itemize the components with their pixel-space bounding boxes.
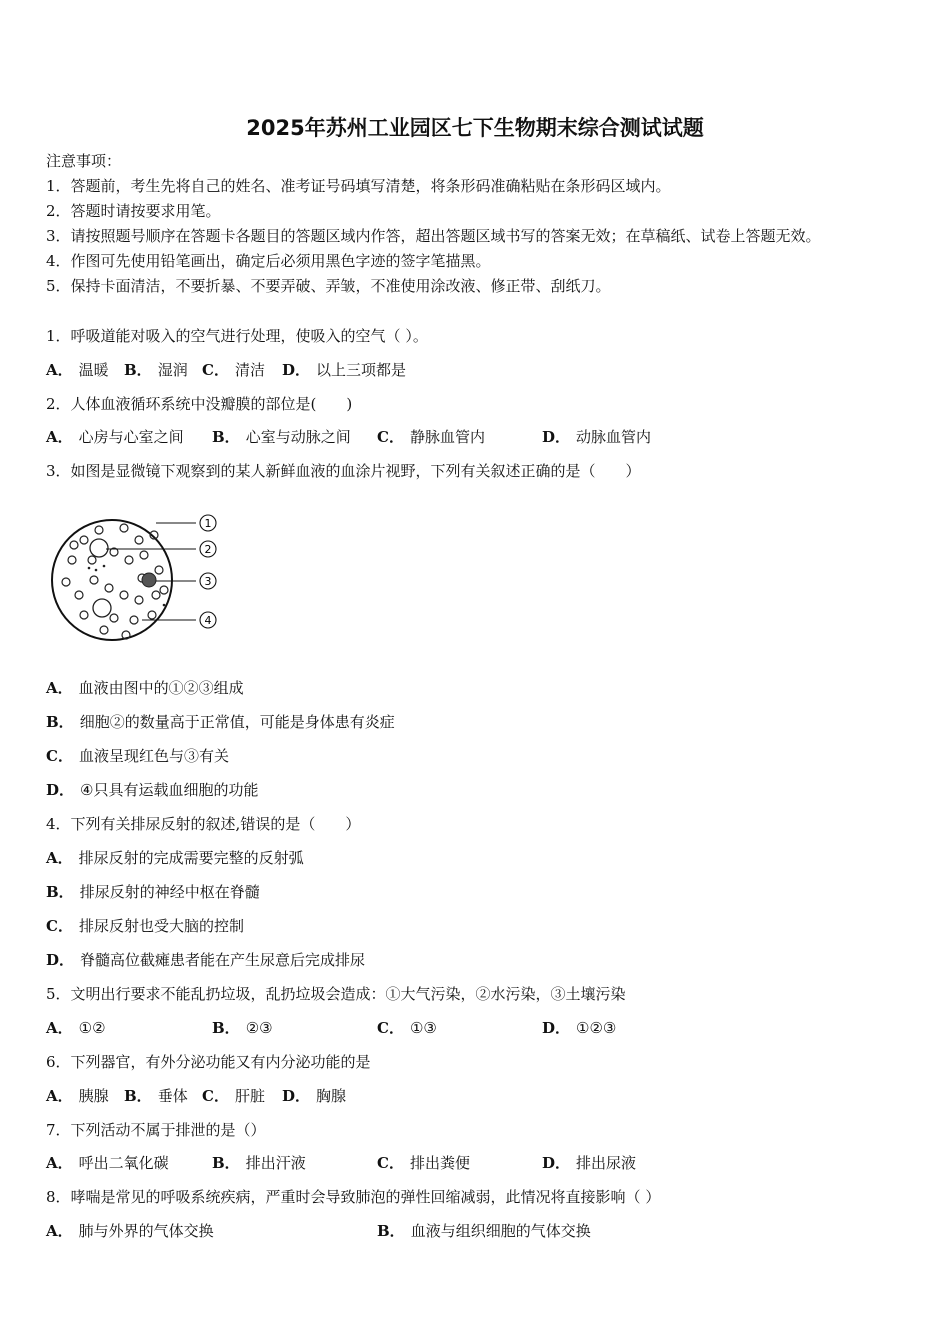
- option-c[interactable]: C． 清洁: [202, 361, 265, 379]
- question-3-option-d[interactable]: D． ④只具有运载血细胞的功能: [46, 781, 259, 799]
- blood-smear-figure: [44, 500, 224, 660]
- option-c[interactable]: C． ①③: [377, 1019, 437, 1037]
- question-4-option-a[interactable]: A． 排尿反射的完成需要完整的反射弧: [46, 849, 304, 867]
- option-a[interactable]: A． 温暖: [46, 361, 109, 379]
- figure-label: 1: [204, 517, 212, 530]
- option-b[interactable]: B． 湿润: [124, 361, 188, 379]
- question-1-stem: 1．呼吸道能对吸入的空气进行处理，使吸入的空气（ ）。: [46, 327, 428, 345]
- figure-label: 2: [204, 543, 212, 556]
- question-3-option-a[interactable]: A． 血液由图中的①②③组成: [46, 679, 244, 697]
- option-c[interactable]: C． 肝脏: [202, 1087, 265, 1105]
- option-d[interactable]: D． 胸腺: [282, 1087, 347, 1105]
- question-7-stem: 7．下列活动不属于排泄的是（）: [46, 1121, 266, 1139]
- notice-heading: 注意事项：: [46, 152, 122, 170]
- option-d[interactable]: D． 动脉血管内: [542, 428, 652, 446]
- notice-item: 1．答题前，考生先将自己的姓名、准考证号码填写清楚，将条形码准确粘贴在条形码区域内。: [46, 177, 671, 195]
- option-c[interactable]: C． 静脉血管内: [377, 428, 485, 446]
- question-2-stem: 2．人体血液循环系统中没瓣膜的部位是( ): [46, 395, 353, 413]
- figure-label: 3: [204, 575, 212, 588]
- option-b[interactable]: B． 血液与组织细胞的气体交换: [377, 1222, 591, 1240]
- page-title: 2025年苏州工业园区七下生物期末综合测试试题: [246, 116, 704, 140]
- option-a[interactable]: A． 胰腺: [46, 1087, 109, 1105]
- option-b[interactable]: B． 垂体: [124, 1087, 188, 1105]
- question-3-option-c[interactable]: C． 血液呈现红色与③有关: [46, 747, 229, 765]
- option-b[interactable]: B． 心室与动脉之间: [212, 428, 351, 446]
- question-3-option-b[interactable]: B． 细胞②的数量高于正常值，可能是身体患有炎症: [46, 713, 395, 731]
- notice-item: 5．保持卡面清洁，不要折暴、不要弄破、弄皱，不准使用涂改液、修正带、刮纸刀。: [46, 277, 611, 295]
- question-4-option-c[interactable]: C． 排尿反射也受大脑的控制: [46, 917, 244, 935]
- notice-item: 3．请按照题号顺序在答题卡各题目的答题区域内作答，超出答题区域书写的答案无效；在草稿纸、试卷上答题无效。: [46, 227, 821, 245]
- option-a[interactable]: A． 肺与外界的气体交换: [46, 1222, 214, 1240]
- question-4-option-b[interactable]: B． 排尿反射的神经中枢在脊髓: [46, 883, 260, 901]
- notice-item: 4．作图可先使用铅笔画出，确定后必须用黑色字迹的签字笔描黑。: [46, 252, 491, 270]
- figure-label: 4: [204, 614, 212, 627]
- option-a[interactable]: A． 呼出二氧化碳: [46, 1154, 169, 1172]
- option-b[interactable]: B． 排出汗液: [212, 1154, 306, 1172]
- option-b[interactable]: B． ②③: [212, 1019, 273, 1037]
- notice-item: 2．答题时请按要求用笔。: [46, 202, 221, 220]
- option-a[interactable]: A． 心房与心室之间: [46, 428, 184, 446]
- question-5-stem: 5．文明出行要求不能乱扔垃圾，乱扔垃圾会造成：①大气污染，②水污染，③土壤污染: [46, 985, 626, 1003]
- question-4-stem: 4．下列有关排尿反射的叙述,错误的是（ ）: [46, 815, 361, 833]
- option-a[interactable]: A． ①②: [46, 1019, 106, 1037]
- option-d[interactable]: D． 排出尿液: [542, 1154, 637, 1172]
- question-6-stem: 6．下列器官，有外分泌功能又有内分泌功能的是: [46, 1053, 371, 1071]
- option-d[interactable]: D． 以上三项都是: [282, 361, 407, 379]
- option-c[interactable]: C． 排出粪便: [377, 1154, 470, 1172]
- question-8-stem: 8．哮喘是常见的呼吸系统疾病，严重时会导致肺泡的弹性回缩减弱，此情况将直接影响（ ）: [46, 1188, 661, 1206]
- question-4-option-d[interactable]: D． 脊髓高位截瘫患者能在产生尿意后完成排尿: [46, 951, 366, 969]
- question-3-stem: 3．如图是显微镜下观察到的某人新鲜血液的血涂片视野，下列有关叙述正确的是（ ）: [46, 462, 641, 480]
- option-d[interactable]: D． ①②③: [542, 1019, 617, 1037]
